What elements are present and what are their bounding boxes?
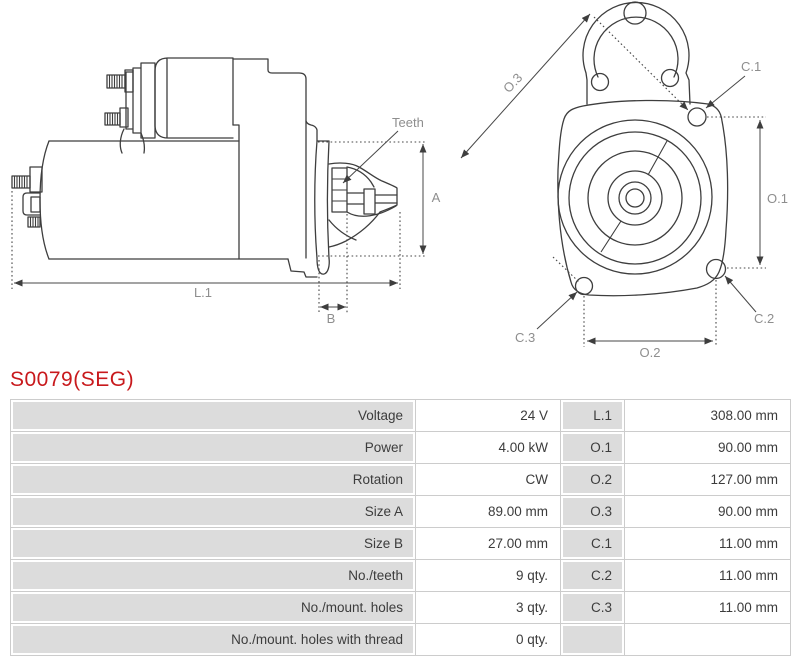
spec-label-cell — [11, 528, 416, 560]
dim-code-cell — [561, 624, 625, 656]
bolt-hole-c3 — [576, 278, 593, 295]
spec-value: 0 qty. — [515, 632, 548, 647]
dim-label-a: A — [431, 190, 441, 205]
dim-label-c1: C.1 — [741, 59, 762, 74]
spec-label: Power — [13, 434, 413, 461]
spec-value-cell — [416, 496, 561, 528]
dim-value: 127.00 mm — [710, 472, 778, 487]
dim-value-cell — [625, 464, 791, 496]
spec-label-cell — [11, 624, 416, 656]
bolt-hole-c1 — [688, 108, 706, 126]
dim-code-cell — [561, 560, 625, 592]
dim-value-cell — [625, 528, 791, 560]
spec-label: Size A — [13, 498, 413, 525]
dim-value-cell — [625, 432, 791, 464]
spec-value-cell — [416, 592, 561, 624]
spec-label: Rotation — [13, 466, 413, 493]
front-view-dimensions — [461, 14, 766, 347]
dim-value-cell — [625, 400, 791, 432]
dim-code: O.1 — [563, 434, 622, 461]
dim-code: C.2 — [563, 562, 622, 589]
spec-value-cell — [416, 560, 561, 592]
spec-label-cell — [11, 560, 416, 592]
spec-table — [10, 399, 791, 656]
dim-label-teeth: Teeth — [392, 115, 424, 130]
table-row — [11, 464, 791, 496]
table-row — [11, 432, 791, 464]
flange-outline — [558, 2, 728, 296]
dim-code-cell — [561, 400, 625, 432]
dim-code-cell — [561, 528, 625, 560]
dim-code-cell — [561, 496, 625, 528]
table-row — [11, 496, 791, 528]
dim-label-c3: C.3 — [515, 330, 536, 345]
table-row — [11, 592, 791, 624]
dim-label-c2: C.2 — [754, 311, 775, 326]
spec-value: 3 qty. — [515, 600, 548, 615]
dim-value-cell — [625, 560, 791, 592]
front-view-drawing — [461, 2, 788, 360]
dim-value: 11.00 mm — [718, 536, 778, 551]
spec-label-cell — [11, 432, 416, 464]
spec-value: 9 qty. — [515, 568, 548, 583]
spec-label: Voltage — [13, 402, 413, 429]
spec-label-cell — [11, 496, 416, 528]
dim-code-cell — [561, 464, 625, 496]
spec-value-cell — [416, 432, 561, 464]
spec-label: No./mount. holes with thread — [13, 626, 413, 653]
dim-value: 11.00 mm — [718, 600, 778, 615]
dim-value: 90.00 mm — [717, 504, 778, 519]
table-row — [11, 560, 791, 592]
spec-value: 4.00 kW — [498, 440, 548, 455]
dim-code: L.1 — [563, 402, 622, 429]
dim-code-cell — [561, 432, 625, 464]
spec-label-cell — [11, 400, 416, 432]
dim-value-cell — [625, 624, 791, 656]
spec-value: CW — [525, 472, 548, 487]
dim-label-o2: O.2 — [639, 345, 661, 360]
side-view-drawing — [12, 58, 441, 326]
dim-value: 11.00 mm — [718, 568, 778, 583]
dim-label-l1: L.1 — [193, 285, 213, 300]
product-title: S0079(SEG) — [10, 368, 135, 391]
dim-code — [563, 626, 622, 653]
dim-code: O.2 — [563, 466, 622, 493]
dim-value-cell — [625, 592, 791, 624]
motor-side-outline — [12, 58, 397, 277]
spec-label: No./mount. holes — [13, 594, 413, 621]
side-view-dimensions — [12, 131, 427, 313]
table-row — [11, 624, 791, 656]
spec-label: Size B — [13, 530, 413, 557]
spec-value-cell — [416, 624, 561, 656]
spec-label-cell — [11, 592, 416, 624]
table-row — [11, 400, 791, 432]
spec-label-cell — [11, 464, 416, 496]
spec-value-cell — [416, 528, 561, 560]
spec-value-cell — [416, 464, 561, 496]
dim-value-cell — [625, 496, 791, 528]
dim-code-cell — [561, 592, 625, 624]
spec-value: 24 V — [520, 408, 548, 423]
dim-label-o3: O.3 — [500, 70, 526, 96]
dim-code: C.1 — [563, 530, 622, 557]
dim-code: O.3 — [563, 498, 622, 525]
spec-value: 89.00 mm — [487, 504, 548, 519]
dim-value — [627, 626, 788, 653]
spec-label: No./teeth — [13, 562, 413, 589]
dim-value: 308.00 mm — [710, 408, 778, 423]
dim-label-b: B — [326, 311, 336, 326]
dim-value: 90.00 mm — [717, 440, 778, 455]
table-row — [11, 528, 791, 560]
dim-label-o1: O.1 — [767, 191, 788, 206]
bolt-hole-c2 — [707, 260, 726, 279]
spec-value-cell — [416, 400, 561, 432]
dim-code: C.3 — [563, 594, 622, 621]
spec-value: 27.00 mm — [487, 536, 548, 551]
